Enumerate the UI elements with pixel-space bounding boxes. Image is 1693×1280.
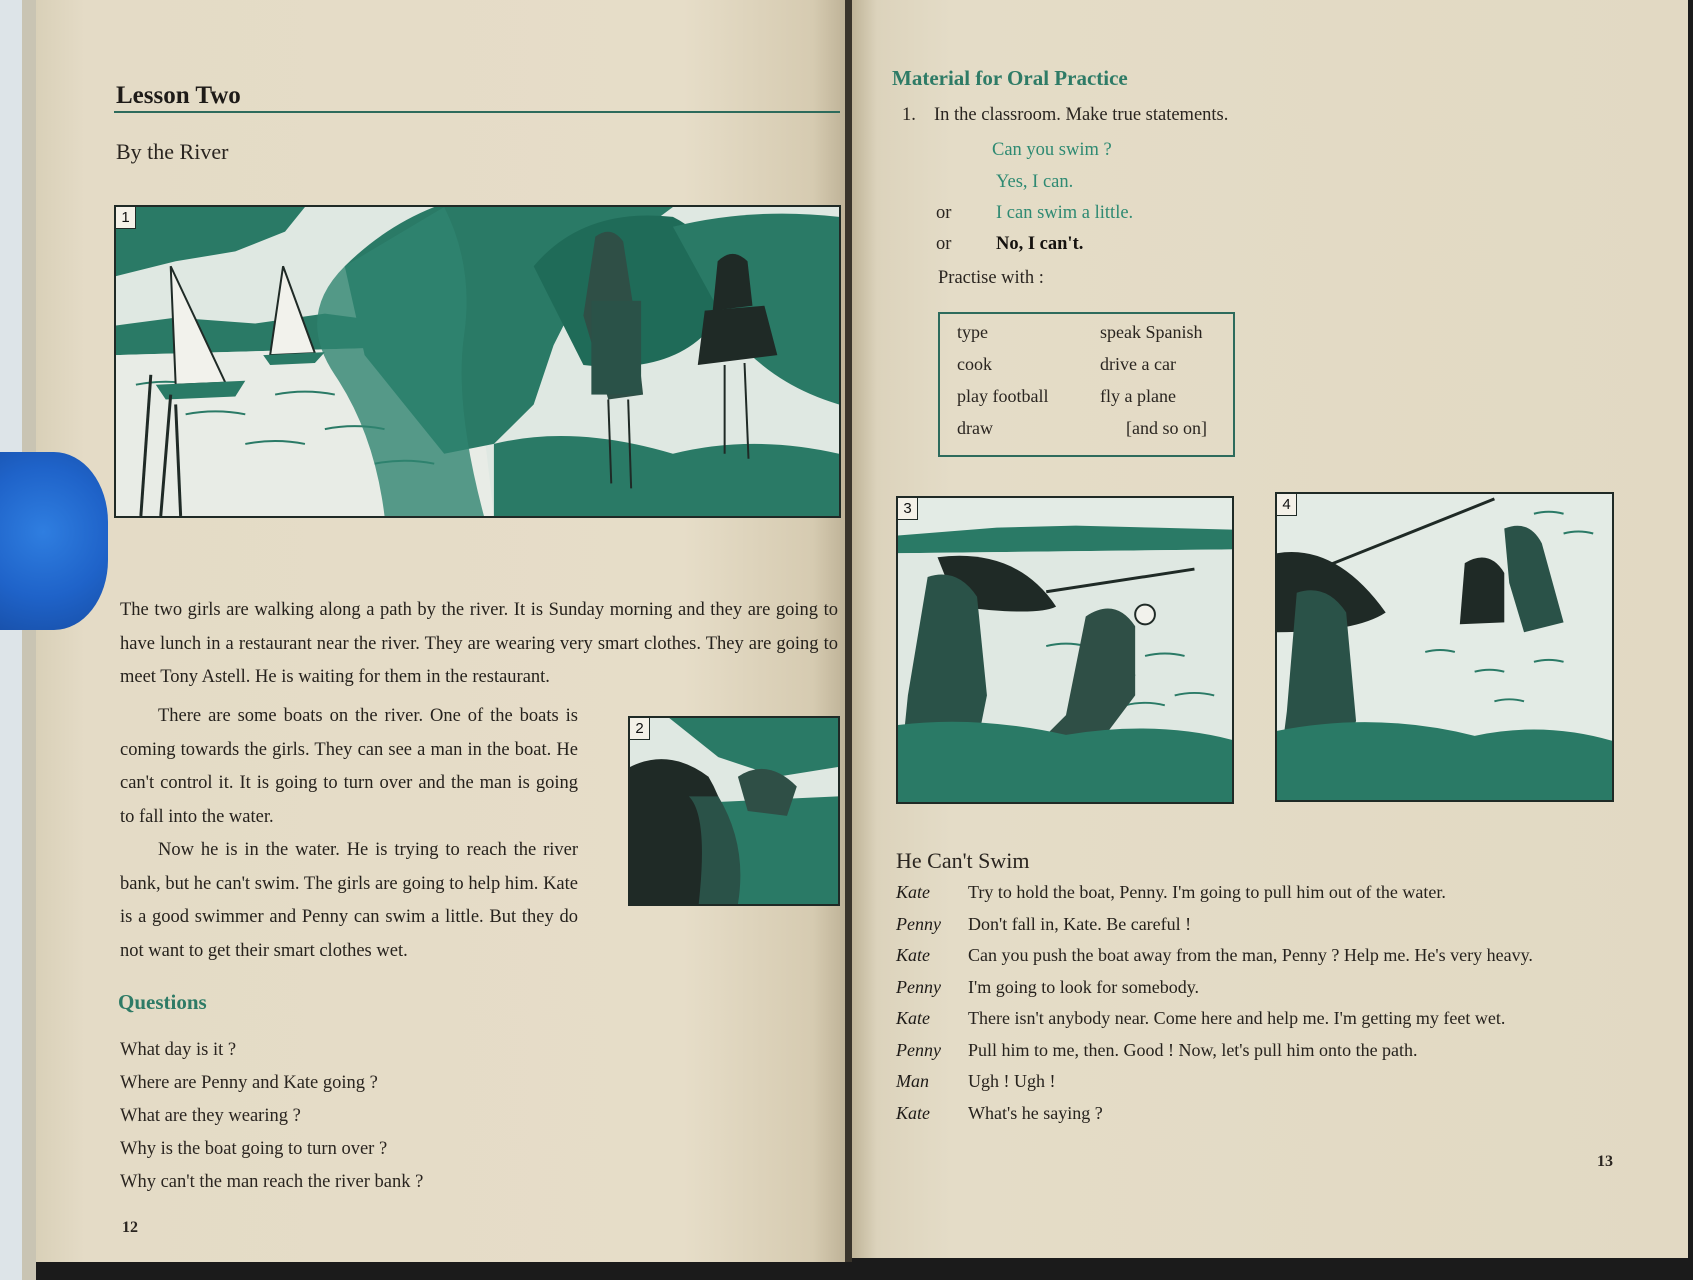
dialog: [896, 882, 1616, 1134]
dialog-speaker: Man: [896, 1071, 929, 1091]
dialog-speaker: Kate: [896, 882, 930, 902]
title-rule: [114, 111, 840, 113]
question-item: Why can't the man reach the river bank ?: [120, 1172, 424, 1192]
example-answer-no: No, I can't.: [996, 234, 1084, 254]
question-item: What are they wearing ?: [120, 1106, 301, 1126]
question-item: Where are Penny and Kate going ?: [120, 1073, 378, 1093]
paragraph-3: [120, 834, 578, 968]
dialog-line: [896, 1008, 1616, 1040]
practise-item: speak Spanish: [1100, 322, 1203, 342]
or-label: or: [936, 203, 952, 223]
page-number-right: 13: [1597, 1153, 1613, 1170]
paragraph-3-text: Now he is in the water. He is trying to reach the river bank, but he can't swim. The girls are going to help him. Kate is a good swimmer and Penny can swim a little. But they do not want to get their smart clothes wet.: [120, 840, 578, 961]
dialog-speech: Ugh ! Ugh !: [968, 1071, 1056, 1091]
paragraph-2-text: There are some boats on the river. One of the boats is coming towards the girls. They can see a man in the boat. He can't control it. It is going to turn over and the man is going to fall into the water.: [120, 706, 578, 827]
practise-item: play football: [957, 386, 1049, 406]
river-scene-drawing: [116, 207, 839, 516]
practise-box: [938, 312, 1235, 457]
practise-item: fly a plane: [1100, 386, 1176, 406]
dialog-speaker: Penny: [896, 913, 941, 934]
lesson-subtitle: By the River: [116, 139, 229, 164]
question-item: What day is it ?: [120, 1040, 237, 1060]
dialog-speaker: Kate: [896, 945, 930, 965]
dialog-speaker: Penny: [896, 976, 941, 997]
dialog-speech: Don't fall in, Kate. Be careful !: [968, 913, 1192, 934]
book-gutter: [845, 0, 852, 1262]
question-item: Why is the boat going to turn over ?: [120, 1139, 388, 1159]
dialog-line: [896, 1040, 1616, 1072]
dialog-title: He Can't Swim: [896, 848, 1030, 873]
figure-number: 3: [898, 498, 918, 520]
example-answer-little: I can swim a little.: [996, 203, 1134, 223]
page-edge-shadow: [22, 0, 36, 1280]
oral-item-1: [902, 105, 1228, 126]
dialog-line: [896, 914, 1616, 946]
practise-item: draw: [957, 418, 993, 438]
practise-label: Practise with :: [938, 268, 1044, 288]
questions-heading: Questions: [118, 990, 207, 1014]
paragraph-1: [120, 594, 838, 695]
page-edge: [0, 0, 22, 1280]
practise-item: drive a car: [1100, 354, 1176, 374]
item-instruction: In the classroom. Make true statements.: [934, 105, 1229, 125]
oral-practice-heading: Material for Oral Practice: [892, 66, 1128, 90]
dialog-speaker: Kate: [896, 1102, 930, 1123]
practise-item: cook: [957, 354, 992, 374]
dialog-speech: Try to hold the boat, Penny. I'm going to pull him out of the water.: [968, 882, 1446, 902]
illustration-1: [114, 205, 841, 518]
example-question: Can you swim ?: [992, 140, 1112, 160]
dialog-line: [896, 945, 1616, 977]
rescue-scene-3-drawing: [898, 498, 1232, 802]
lesson-title: Lesson Two: [116, 82, 241, 109]
dialog-speaker: Kate: [896, 1008, 930, 1028]
dialog-speech: What's he saying ?: [968, 1102, 1103, 1123]
practise-item: [and so on]: [1126, 418, 1207, 438]
dialog-line: [896, 882, 1616, 914]
illustration-2: [628, 716, 840, 906]
dialog-speech: There isn't anybody near. Come here and help me. I'm getting my feet wet.: [968, 1008, 1506, 1028]
dialog-speech: I'm going to look for somebody.: [968, 976, 1200, 997]
dialog-speech: Pull him to me, then. Good ! Now, let's pull him onto the path.: [968, 1039, 1418, 1060]
illustration-3: [896, 496, 1234, 804]
dialog-speaker: Penny: [896, 1039, 941, 1060]
figure-number: 1: [116, 207, 136, 229]
dialog-speech: Can you push the boat away from the man, Penny ? Help me. He's very heavy.: [968, 945, 1533, 965]
paragraph-1-text: The two girls are walking along a path by the river. It is Sunday morning and they are going to have lunch in a restaurant near the river. They are wearing very smart clothes. They are going to meet Tony Astell. He is waiting for them in the restaurant.: [120, 600, 838, 687]
page-number-left: 12: [122, 1219, 138, 1236]
rescue-scene-4-drawing: [1277, 494, 1612, 800]
thumb-finger: [0, 452, 108, 630]
dialog-line: [896, 1103, 1616, 1135]
example-answer-yes: Yes, I can.: [996, 172, 1074, 192]
figure-number: 4: [1277, 494, 1297, 516]
item-number: 1.: [902, 105, 916, 125]
question-list: [120, 1034, 423, 1199]
figure-number: 2: [630, 718, 650, 740]
or-label: or: [936, 234, 952, 254]
dialog-line: [896, 977, 1616, 1009]
practise-item: type: [957, 322, 988, 342]
paragraph-2: [120, 700, 578, 834]
dialog-line: [896, 1071, 1616, 1103]
girl-watching-drawing: [630, 718, 838, 904]
illustration-4: [1275, 492, 1614, 802]
